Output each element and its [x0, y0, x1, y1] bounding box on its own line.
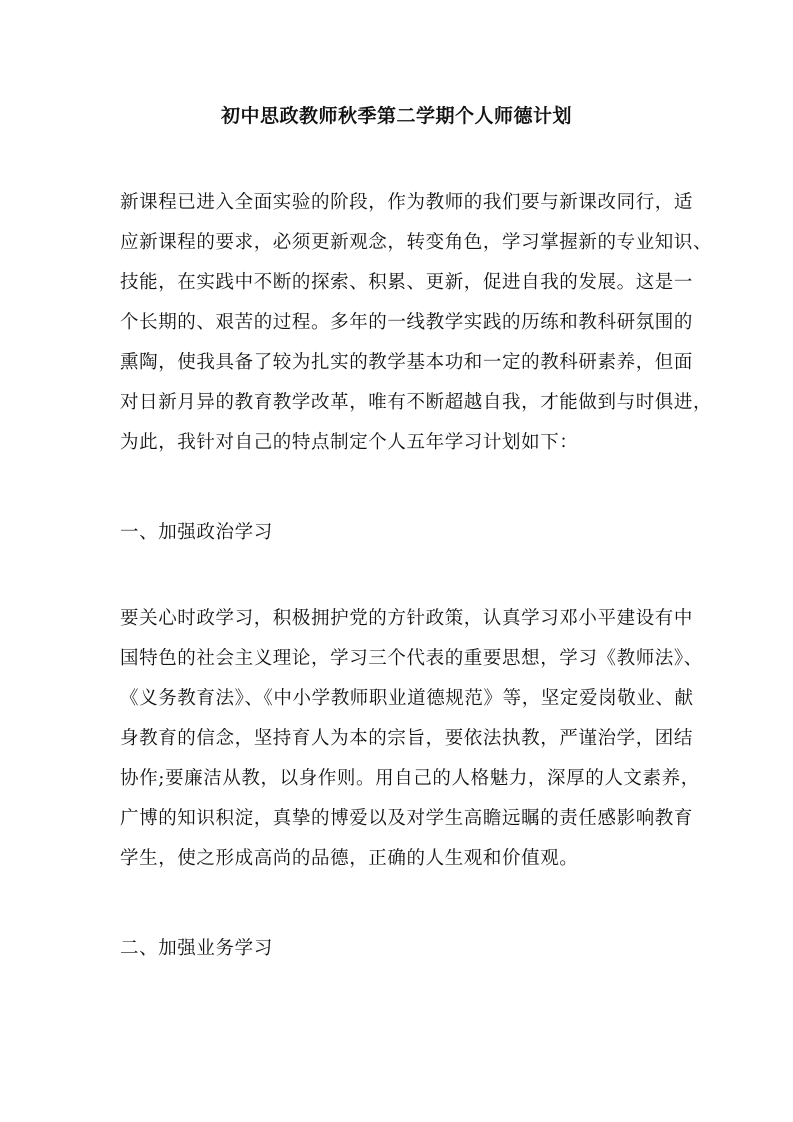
paragraph-line: 协作;要廉洁从教，以身作则。用自己的人格魅力，深厚的人文素养， [120, 768, 700, 789]
paragraph-line: 为此，我针对自己的特点制定个人五年学习计划如下： [120, 432, 579, 453]
section-heading-professional: 二、加强业务学习 [120, 938, 273, 959]
paragraph-line: 应新课程的要求，必须更新观念，转变角色，学习掌握新的专业知识、 [120, 232, 713, 253]
paragraph-line: 对日新月异的教育教学改革，唯有不断超越自我，才能做到与时俱进， [120, 392, 713, 413]
section-heading-politics: 一、加强政治学习 [120, 522, 273, 543]
paragraph-line: 个长期的、艰苦的过程。多年的一线教学实践的历练和教科研氛围的 [120, 312, 694, 333]
paragraph-line: 新课程已进入全面实验的阶段，作为教师的我们要与新课改同行，适 [120, 192, 694, 213]
section-paragraph-politics [120, 599, 703, 879]
paragraph-line: 技能，在实践中不断的探索、积累、更新，促进自我的发展。这是一 [120, 272, 694, 293]
paragraph-line: 熏陶，使我具备了较为扎实的教学基本功和一定的教科研素养，但面 [120, 352, 694, 373]
document-title: 初中思政教师秋季第二学期个人师德计划 [220, 105, 572, 127]
paragraph-line: 《义务教育法》、《中小学教师职业道德规范》等，坚定爱岗敬业、献 [120, 688, 694, 709]
paragraph-line: 广博的知识积淀，真挚的博爱以及对学生高瞻远瞩的责任感影响教育 [120, 808, 694, 829]
paragraph-line: 身教育的信念，坚持育人为本的宗旨，要依法执教，严谨治学，团结 [120, 728, 694, 749]
paragraph-line: 国特色的社会主义理论，学习三个代表的重要思想，学习《教师法》、 [120, 648, 703, 669]
paragraph-line: 学生，使之形成高尚的品德，正确的人生观和价值观。 [120, 848, 579, 869]
paragraph-line: 要关心时政学习，积极拥护党的方针政策，认真学习邓小平建设有中 [120, 608, 694, 629]
intro-paragraph [120, 183, 713, 463]
